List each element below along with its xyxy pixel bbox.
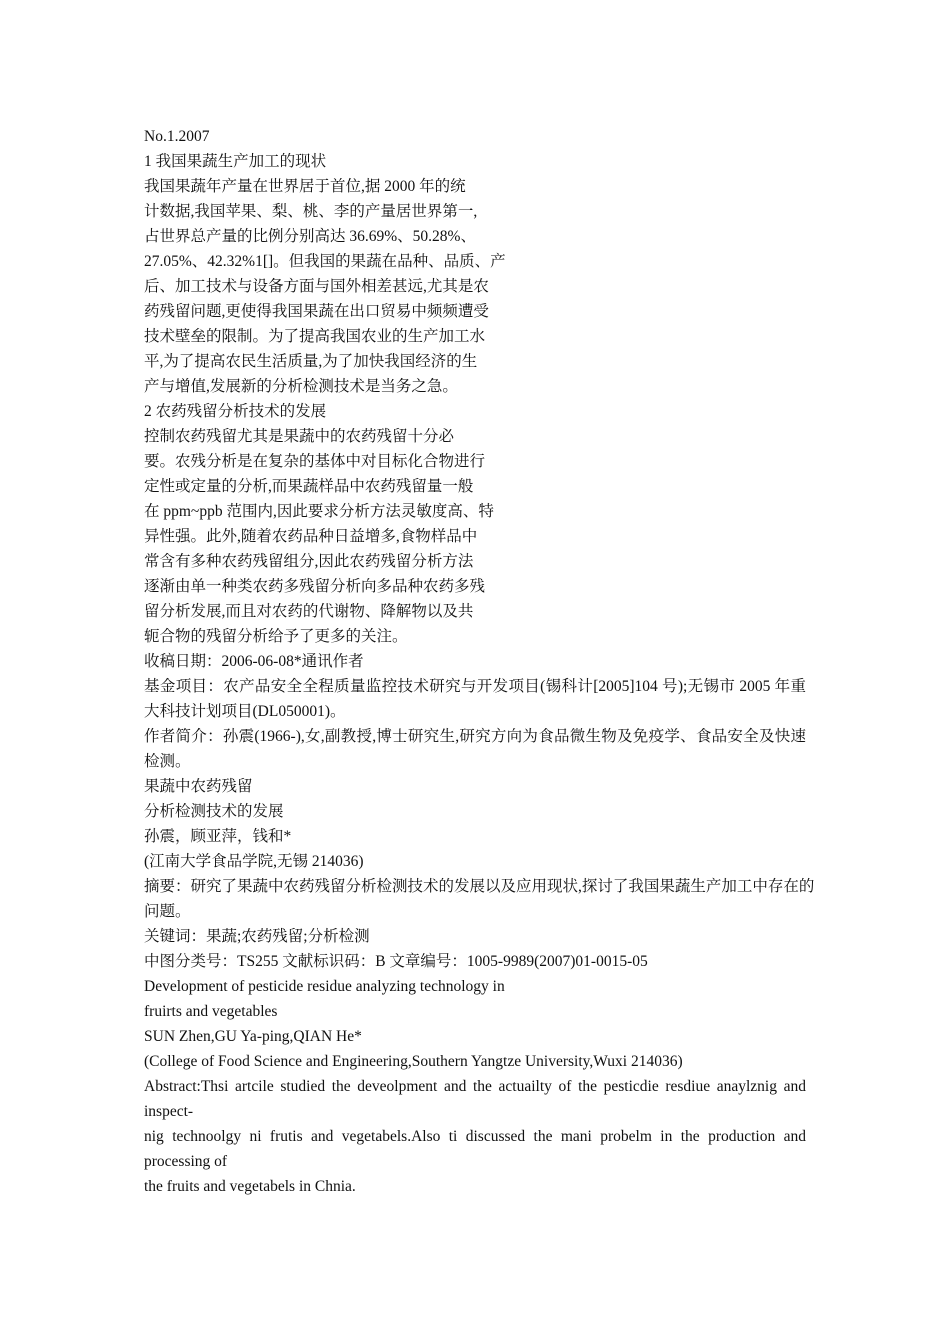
body-line: 在 ppm~ppb 范围内,因此要求分析方法灵敏度高、特 xyxy=(144,503,494,520)
classification-info: 中图分类号：TS255 文献标识码：B 文章编号：1005-9989(2007)01-0015-05 xyxy=(144,953,648,970)
body-line: 计数据,我国苹果、梨、桃、李的产量居世界第一, xyxy=(144,203,478,220)
article-title-cn-line2: 分析检测技术的发展 xyxy=(144,803,284,820)
article-title-cn-line1: 果蔬中农药残留 xyxy=(144,778,253,795)
body-line: 轭合物的残留分析给予了更多的关注。 xyxy=(144,628,408,645)
keywords-cn: 关键词：果蔬;农药残留;分析检测 xyxy=(144,928,370,945)
received-date: 收稿日期：2006-06-08*通讯作者 xyxy=(144,653,364,670)
body-line: 后、加工技术与设备方面与国外相差甚远,尤其是农 xyxy=(144,278,489,295)
abstract-en-para1: Abstract:Thsi artcile studied the deveolpment and the actuailty of the pesticdie resdiue anaylznig and inspect- xyxy=(144,1078,806,1120)
abstract-cn-line2: 问题。 xyxy=(144,903,191,920)
body-line: 逐渐由单一种类农药多残留分析向多品种农药多残 xyxy=(144,578,486,595)
body-line: 27.05%、42.32%1[]。但我国的果蔬在品种、品质、产 xyxy=(144,253,506,270)
authors-en: SUN Zhen,GU Ya-ping,QIAN He* xyxy=(144,1028,362,1045)
body-line: 常含有多种农药残留组分,因此农药残留分析方法 xyxy=(144,553,474,570)
body-line: 平,为了提高农民生活质量,为了加快我国经济的生 xyxy=(144,353,478,370)
abstract-cn-line1: 摘要：研究了果蔬中农药残留分析检测技术的发展以及应用现状,探讨了我国果蔬生产加工中存在的 xyxy=(144,878,815,895)
document-page xyxy=(144,124,815,1199)
affiliation-en: (College of Food Science and Engineering,Southern Yangtze University,Wuxi 214036) xyxy=(144,1053,683,1070)
authors-cn: 孙震，顾亚萍，钱和* xyxy=(144,828,292,845)
section-heading-2: 2 农药残留分析技术的发展 xyxy=(144,403,327,420)
section-heading-1: 1 我国果蔬生产加工的现状 xyxy=(144,153,327,170)
body-line: 定性或定量的分析,而果蔬样品中农药残留量一般 xyxy=(144,478,474,495)
body-line: 占世界总产量的比例分别高达 36.69%、50.28%、 xyxy=(144,228,476,245)
abstract-en-para3: the fruits and vegetabels in Chnia. xyxy=(144,1178,356,1195)
body-line: 要。农残分析是在复杂的基体中对目标化合物进行 xyxy=(144,453,486,470)
fund-info: 基金项目：农产品安全全程质量监控技术研究与开发项目(锡科计[2005]104 号);无锡市 2005 年重大科技计划项目(DL050001)。 xyxy=(144,678,806,720)
author-bio: 作者简介：孙震(1966-),女,副教授,博士研究生,研究方向为食品微生物及免疫学、食品安全及快速检测。 xyxy=(144,728,806,770)
issue-number: No.1.2007 xyxy=(144,128,210,145)
article-title-en-line1: Development of pesticide residue analyzing technology in xyxy=(144,978,505,995)
body-line: 技术壁垒的限制。为了提高我国农业的生产加工水 xyxy=(144,328,486,345)
body-line: 留分析发展,而且对农药的代谢物、降解物以及共 xyxy=(144,603,474,620)
body-line: 产与增值,发展新的分析检测技术是当务之急。 xyxy=(144,378,458,395)
abstract-en-para2: nig technoolgy ni frutis and vegetabels.Also ti discussed the mani probelm in the production and processing of xyxy=(144,1128,806,1170)
article-title-en-line2: fruirts and vegetables xyxy=(144,1003,278,1020)
body-line: 控制农药残留尤其是果蔬中的农药残留十分必 xyxy=(144,428,455,445)
body-line: 异性强。此外,随着农药品种日益增多,食物样品中 xyxy=(144,528,478,545)
body-line: 我国果蔬年产量在世界居于首位,据 2000 年的统 xyxy=(144,178,466,195)
body-line: 药残留问题,更使得我国果蔬在出口贸易中频频遭受 xyxy=(144,303,489,320)
affiliation-cn: (江南大学食品学院,无锡 214036) xyxy=(144,853,364,870)
